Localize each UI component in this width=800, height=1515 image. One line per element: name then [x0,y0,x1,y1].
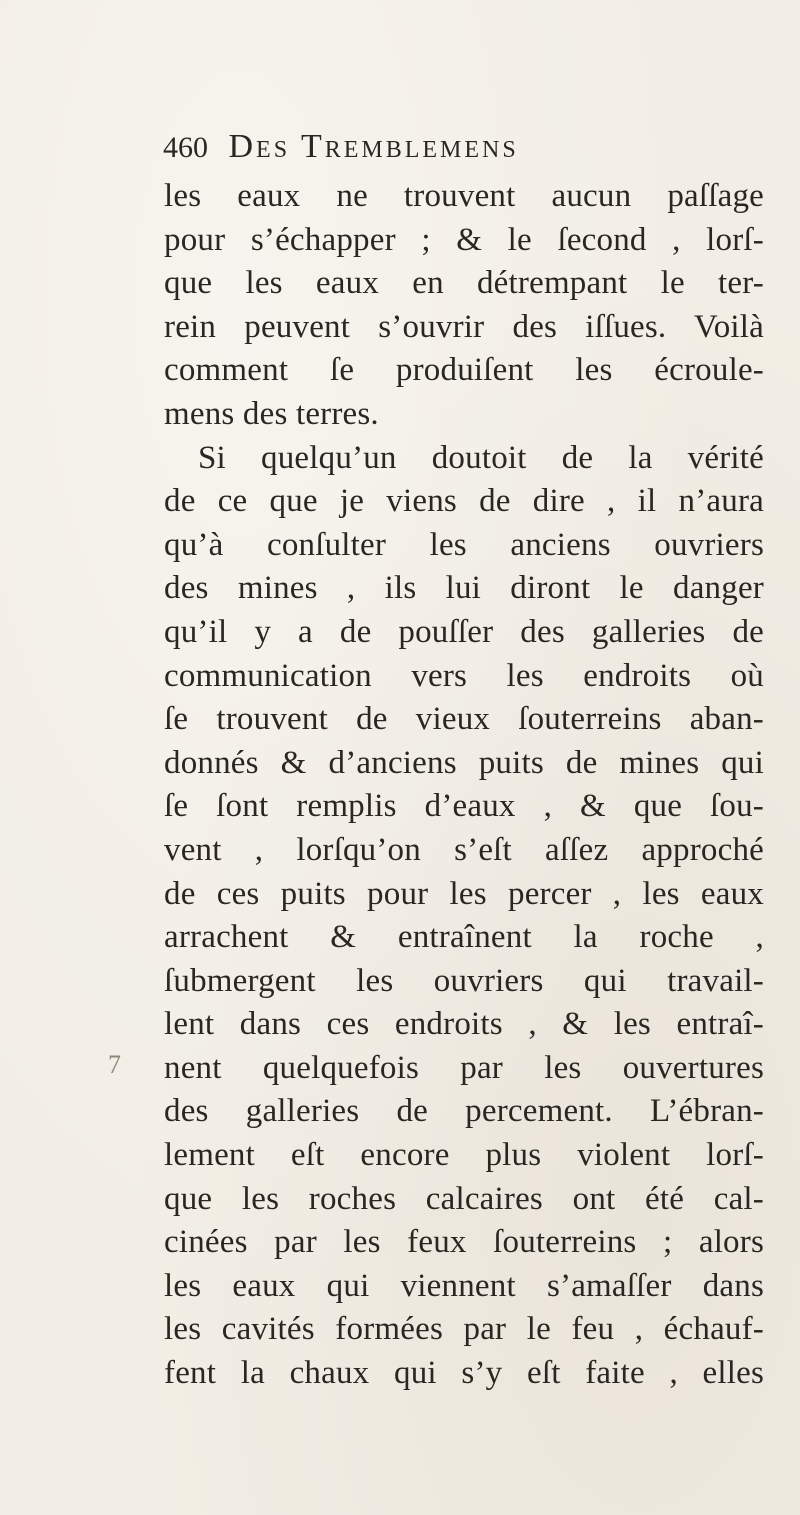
text-line: mens des terres. [164,395,379,432]
text-line: Si quelqu’un doutoit de la vérité [198,439,764,476]
text-line: communication vers les endroits où [164,657,764,694]
text-line: lent dans ces endroits , & les entraî- [164,1006,764,1043]
text-line: ſubmergent les ouvriers qui travail- [164,962,764,999]
text-line: vent , lorſqu’on s’eſt aſſez approché [164,831,764,868]
page-number: 460 [163,131,208,164]
text-line: rein peuvent s’ouvrir des iſſues. Voilà [164,308,764,345]
text-line: que les roches calcaires ont été cal- [164,1180,764,1217]
text-line: ſe ſont remplis d’eaux , & que ſou- [164,788,764,825]
text-line: des mines , ils lui diront le danger [164,570,764,607]
text-line: donnés & d’anciens puits de mines qui [164,744,764,781]
text-line: fent la chaux qui s’y eſt faite , elles [164,1355,764,1392]
text-line: les cavités formées par le feu , échauf- [164,1311,764,1348]
text-line: de ce que je viens de dire , il n’aura [164,483,764,520]
text-line: arrachent & entraînent la roche , [164,919,764,956]
text-line: qu’il y a de pouſſer des galleries de [164,613,764,650]
text-line: des galleries de percement. L’ébran- [164,1093,764,1130]
text-line: qu’à conſulter les anciens ouvriers [164,526,764,563]
text-line: cinées par les feux ſouterreins ; alors [164,1224,764,1261]
text-line: les eaux ne trouvent aucun paſſage [164,178,764,214]
text-line: comment ſe produiſent les écroule- [164,352,764,389]
margin-mark: 7 [108,1050,121,1079]
text-line: les eaux qui viennent s’amaſſer dans [164,1267,764,1304]
running-title: Des Tremblemens [228,128,519,165]
text-line: lement eſt encore plus violent lorſ- [164,1137,764,1174]
text-line: ſe trouvent de vieux ſouterreins aban- [164,701,764,738]
text-line: pour s’échapper ; & le ſecond , lorſ- [164,221,764,258]
page-header [163,128,663,172]
text-line: de ces puits pour les percer , les eaux [164,875,764,912]
text-line: nent quelquefois par les ouvertures [164,1049,764,1086]
body-text [164,175,764,1396]
text-line: que les eaux en détrempant le ter- [164,265,764,302]
